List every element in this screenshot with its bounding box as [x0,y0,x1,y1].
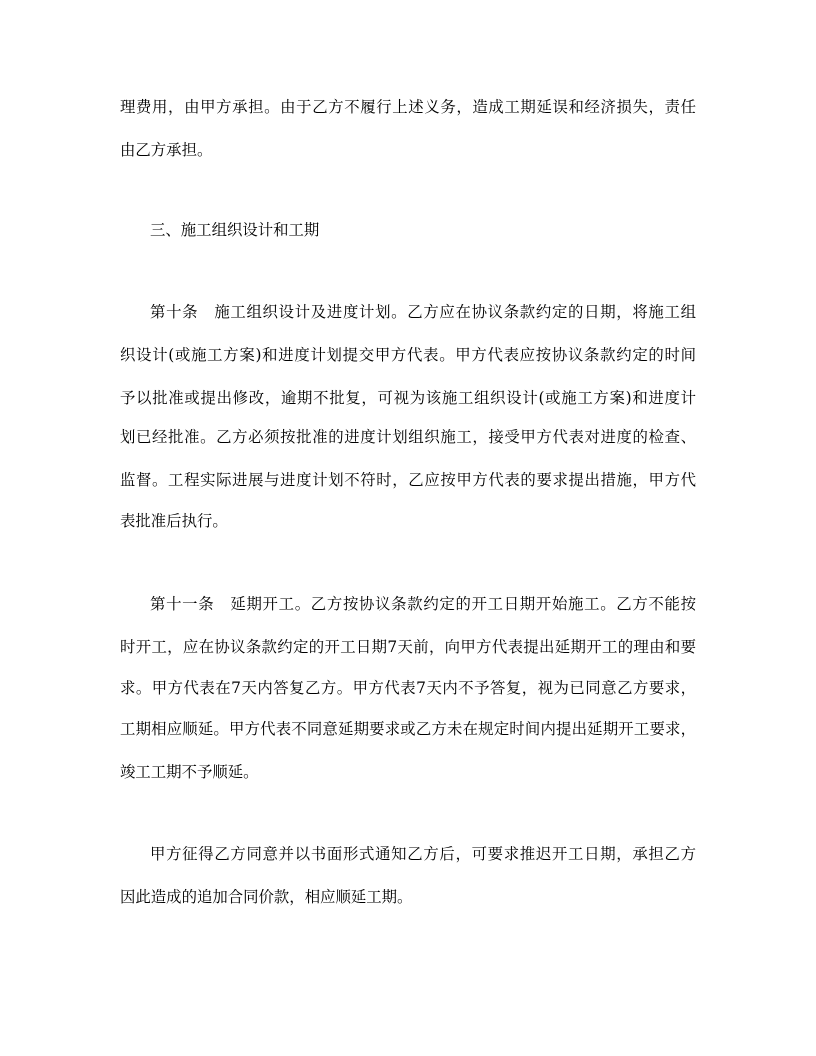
section-heading: 三、施工组织设计和工期 [150,221,320,239]
paragraph-line: 第十条 施工组织设计及进度计划。乙方应在协议条款约定的日期，将施工组 [150,303,696,321]
paragraph-line: 理费用，由甲方承担。由于乙方不履行上述义务，造成工期延误和经济损失，责任 [120,98,696,116]
paragraph-line: 甲方征得乙方同意并以书面形式通知乙方后，可要求推迟开工日期，承担乙方 [150,845,696,863]
paragraph-line: 织设计(或施工方案)和进度计划提交甲方代表。甲方代表应按协议条款约定的时间 [120,346,696,364]
paragraph-line: 监督。工程实际进展与进度计划不符时，乙应按甲方代表的要求提出措施，甲方代 [120,471,696,489]
paragraph-line: 时开工，应在协议条款约定的开工日期7天前，向甲方代表提出延期开工的理由和要 [120,638,696,656]
paragraph-line: 第十一条 延期开工。乙方按协议条款约定的开工日期开始施工。乙方不能按 [150,595,696,613]
paragraph-line: 竣工工期不予顺延。 [120,763,259,781]
paragraph-line: 划已经批准。乙方必须按批准的进度计划组织施工，接受甲方代表对进度的检查、 [120,428,696,446]
paragraph-line: 工期相应顺延。甲方代表不同意延期要求或乙方未在规定时间内提出延期开工要求， [120,720,696,738]
paragraph-line: 表批准后执行。 [120,512,228,530]
paragraph-line: 予以批准或提出修改，逾期不批复，可视为该施工组织设计(或施工方案)和进度计 [120,389,696,407]
paragraph-line: 因此造成的追加合同价款，相应顺延工期。 [120,888,413,906]
paragraph-line: 求。甲方代表在7天内答复乙方。甲方代表7天内不予答复，视为已同意乙方要求， [120,679,696,697]
paragraph-line: 由乙方承担。 [120,141,213,159]
